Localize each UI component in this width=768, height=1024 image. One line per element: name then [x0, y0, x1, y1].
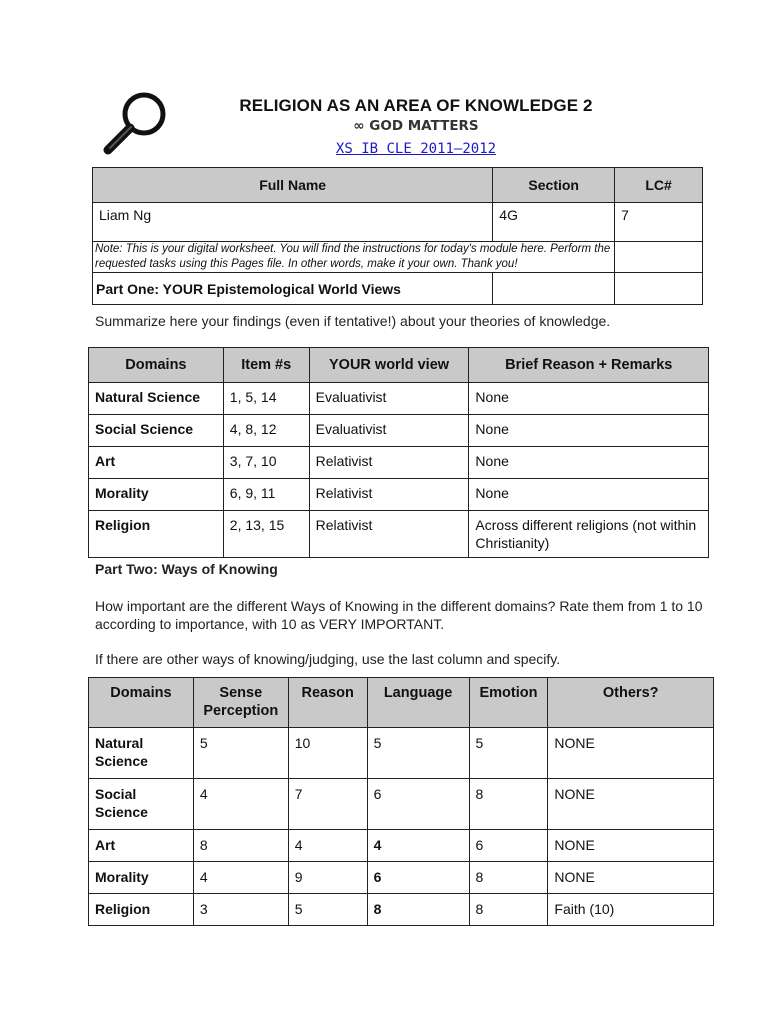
worksheet-subtitle: ∞ GOD MATTERS — [353, 118, 479, 134]
table-row — [89, 728, 714, 779]
note-empty-cell — [615, 242, 703, 273]
table-row — [89, 862, 714, 894]
views-header-row — [89, 348, 709, 383]
others-cell[interactable]: NONE — [548, 728, 714, 779]
domain-cell: Art — [89, 830, 194, 862]
wok-reason-header: Reason — [288, 678, 367, 728]
items-cell[interactable]: 4, 8, 12 — [223, 415, 309, 447]
wok-language-header: Language — [367, 678, 469, 728]
worldview-cell[interactable]: Relativist — [309, 447, 469, 479]
table-row — [89, 779, 714, 830]
reason-cell[interactable]: 10 — [288, 728, 367, 779]
domain-cell: Social Science — [89, 415, 224, 447]
part-two-heading: Part Two: Ways of Knowing — [95, 561, 278, 577]
wok-domains-header: Domains — [89, 678, 194, 728]
others-cell[interactable]: NONE — [548, 830, 714, 862]
part-two-instruction: If there are other ways of knowing/judging, use the last column and specify. — [95, 651, 561, 667]
domain-cell: Religion — [89, 511, 224, 558]
sense-cell[interactable]: 4 — [193, 779, 288, 830]
note-row — [93, 242, 703, 273]
sense-cell[interactable]: 4 — [193, 862, 288, 894]
others-cell[interactable]: NONE — [548, 862, 714, 894]
summary-instruction: Summarize here your findings (even if tentative!) about your theories of knowledge. — [95, 313, 611, 329]
worksheet-title: RELIGION AS AN AREA OF KNOWLEDGE 2 — [239, 96, 593, 115]
table-row — [89, 447, 709, 479]
emotion-cell[interactable]: 6 — [469, 830, 548, 862]
reason-cell[interactable]: Across different religions (not within Christianity) — [469, 511, 709, 558]
info-header-row — [93, 168, 703, 203]
lc-header: LC# — [615, 168, 703, 203]
part-one-row — [93, 273, 703, 305]
part-one-empty-cell[interactable] — [493, 273, 615, 305]
domain-cell: Social Science — [89, 779, 194, 830]
language-cell[interactable]: 6 — [367, 779, 469, 830]
domain-cell: Natural Science — [89, 728, 194, 779]
views-domains-header: Domains — [89, 348, 224, 383]
items-cell[interactable]: 3, 7, 10 — [223, 447, 309, 479]
sense-cell[interactable]: 3 — [193, 894, 288, 926]
domain-cell: Religion — [89, 894, 194, 926]
part-one-heading: Part One: YOUR Epistemological World Views — [93, 273, 493, 305]
info-values-row — [93, 203, 703, 242]
others-cell[interactable]: Faith (10) — [548, 894, 714, 926]
items-cell[interactable]: 2, 13, 15 — [223, 511, 309, 558]
language-cell[interactable]: 6 — [367, 862, 469, 894]
domain-cell: Morality — [89, 862, 194, 894]
items-cell[interactable]: 6, 9, 11 — [223, 479, 309, 511]
ways-of-knowing-table — [88, 677, 714, 926]
language-cell[interactable]: 4 — [367, 830, 469, 862]
course-label[interactable]: XS IB CLE 2011–2012 — [335, 141, 497, 157]
section-header: Section — [493, 168, 615, 203]
emotion-cell[interactable]: 8 — [469, 894, 548, 926]
language-cell[interactable]: 5 — [367, 728, 469, 779]
lc-field[interactable]: 7 — [615, 203, 703, 242]
part-one-empty-cell-2[interactable] — [615, 273, 703, 305]
emotion-cell[interactable]: 8 — [469, 779, 548, 830]
sense-cell[interactable]: 8 — [193, 830, 288, 862]
section-field[interactable]: 4G — [493, 203, 615, 242]
full-name-field[interactable]: Liam Ng — [93, 203, 493, 242]
table-row — [89, 415, 709, 447]
views-worldview-header: YOUR world view — [309, 348, 469, 383]
domain-cell: Art — [89, 447, 224, 479]
part-two-question: How important are the different Ways of Knowing in the different domains? Rate them from 1 to 10 according to importance, with 10 as VERY IMPORTANT. — [95, 598, 703, 632]
worldview-cell[interactable]: Relativist — [309, 479, 469, 511]
sense-cell[interactable]: 5 — [193, 728, 288, 779]
wok-others-header: Others? — [548, 678, 714, 728]
reason-cell[interactable]: None — [469, 479, 709, 511]
course-link[interactable] — [180, 141, 652, 157]
reason-cell[interactable]: None — [469, 415, 709, 447]
emotion-cell[interactable]: 8 — [469, 862, 548, 894]
table-row — [89, 479, 709, 511]
table-row — [89, 830, 714, 862]
table-row — [89, 511, 709, 558]
reason-cell[interactable]: None — [469, 447, 709, 479]
worksheet-note: Note: This is your digital worksheet. You will find the instructions for today's module here. Perform the requested tasks using this Pages file. In other words, make it your own. Thank you! — [93, 242, 615, 273]
domain-cell: Natural Science — [89, 383, 224, 415]
full-name-header: Full Name — [93, 168, 493, 203]
worldview-cell[interactable]: Evaluativist — [309, 415, 469, 447]
table-row — [89, 383, 709, 415]
others-cell[interactable]: NONE — [548, 779, 714, 830]
domain-cell: Morality — [89, 479, 224, 511]
reason-cell[interactable]: 4 — [288, 830, 367, 862]
language-cell[interactable]: 8 — [367, 894, 469, 926]
wok-sense-header: Sense Perception — [193, 678, 288, 728]
worldview-cell[interactable]: Relativist — [309, 511, 469, 558]
reason-cell[interactable]: None — [469, 383, 709, 415]
magnifying-glass-icon — [100, 88, 170, 158]
worldview-cell[interactable]: Evaluativist — [309, 383, 469, 415]
reason-cell[interactable]: 7 — [288, 779, 367, 830]
world-views-table — [88, 347, 709, 558]
table-row — [89, 894, 714, 926]
wok-emotion-header: Emotion — [469, 678, 548, 728]
views-items-header: Item #s — [223, 348, 309, 383]
reason-cell[interactable]: 9 — [288, 862, 367, 894]
views-reason-header: Brief Reason + Remarks — [469, 348, 709, 383]
emotion-cell[interactable]: 5 — [469, 728, 548, 779]
student-info-table — [92, 167, 703, 305]
items-cell[interactable]: 1, 5, 14 — [223, 383, 309, 415]
reason-cell[interactable]: 5 — [288, 894, 367, 926]
wok-header-row — [89, 678, 714, 728]
